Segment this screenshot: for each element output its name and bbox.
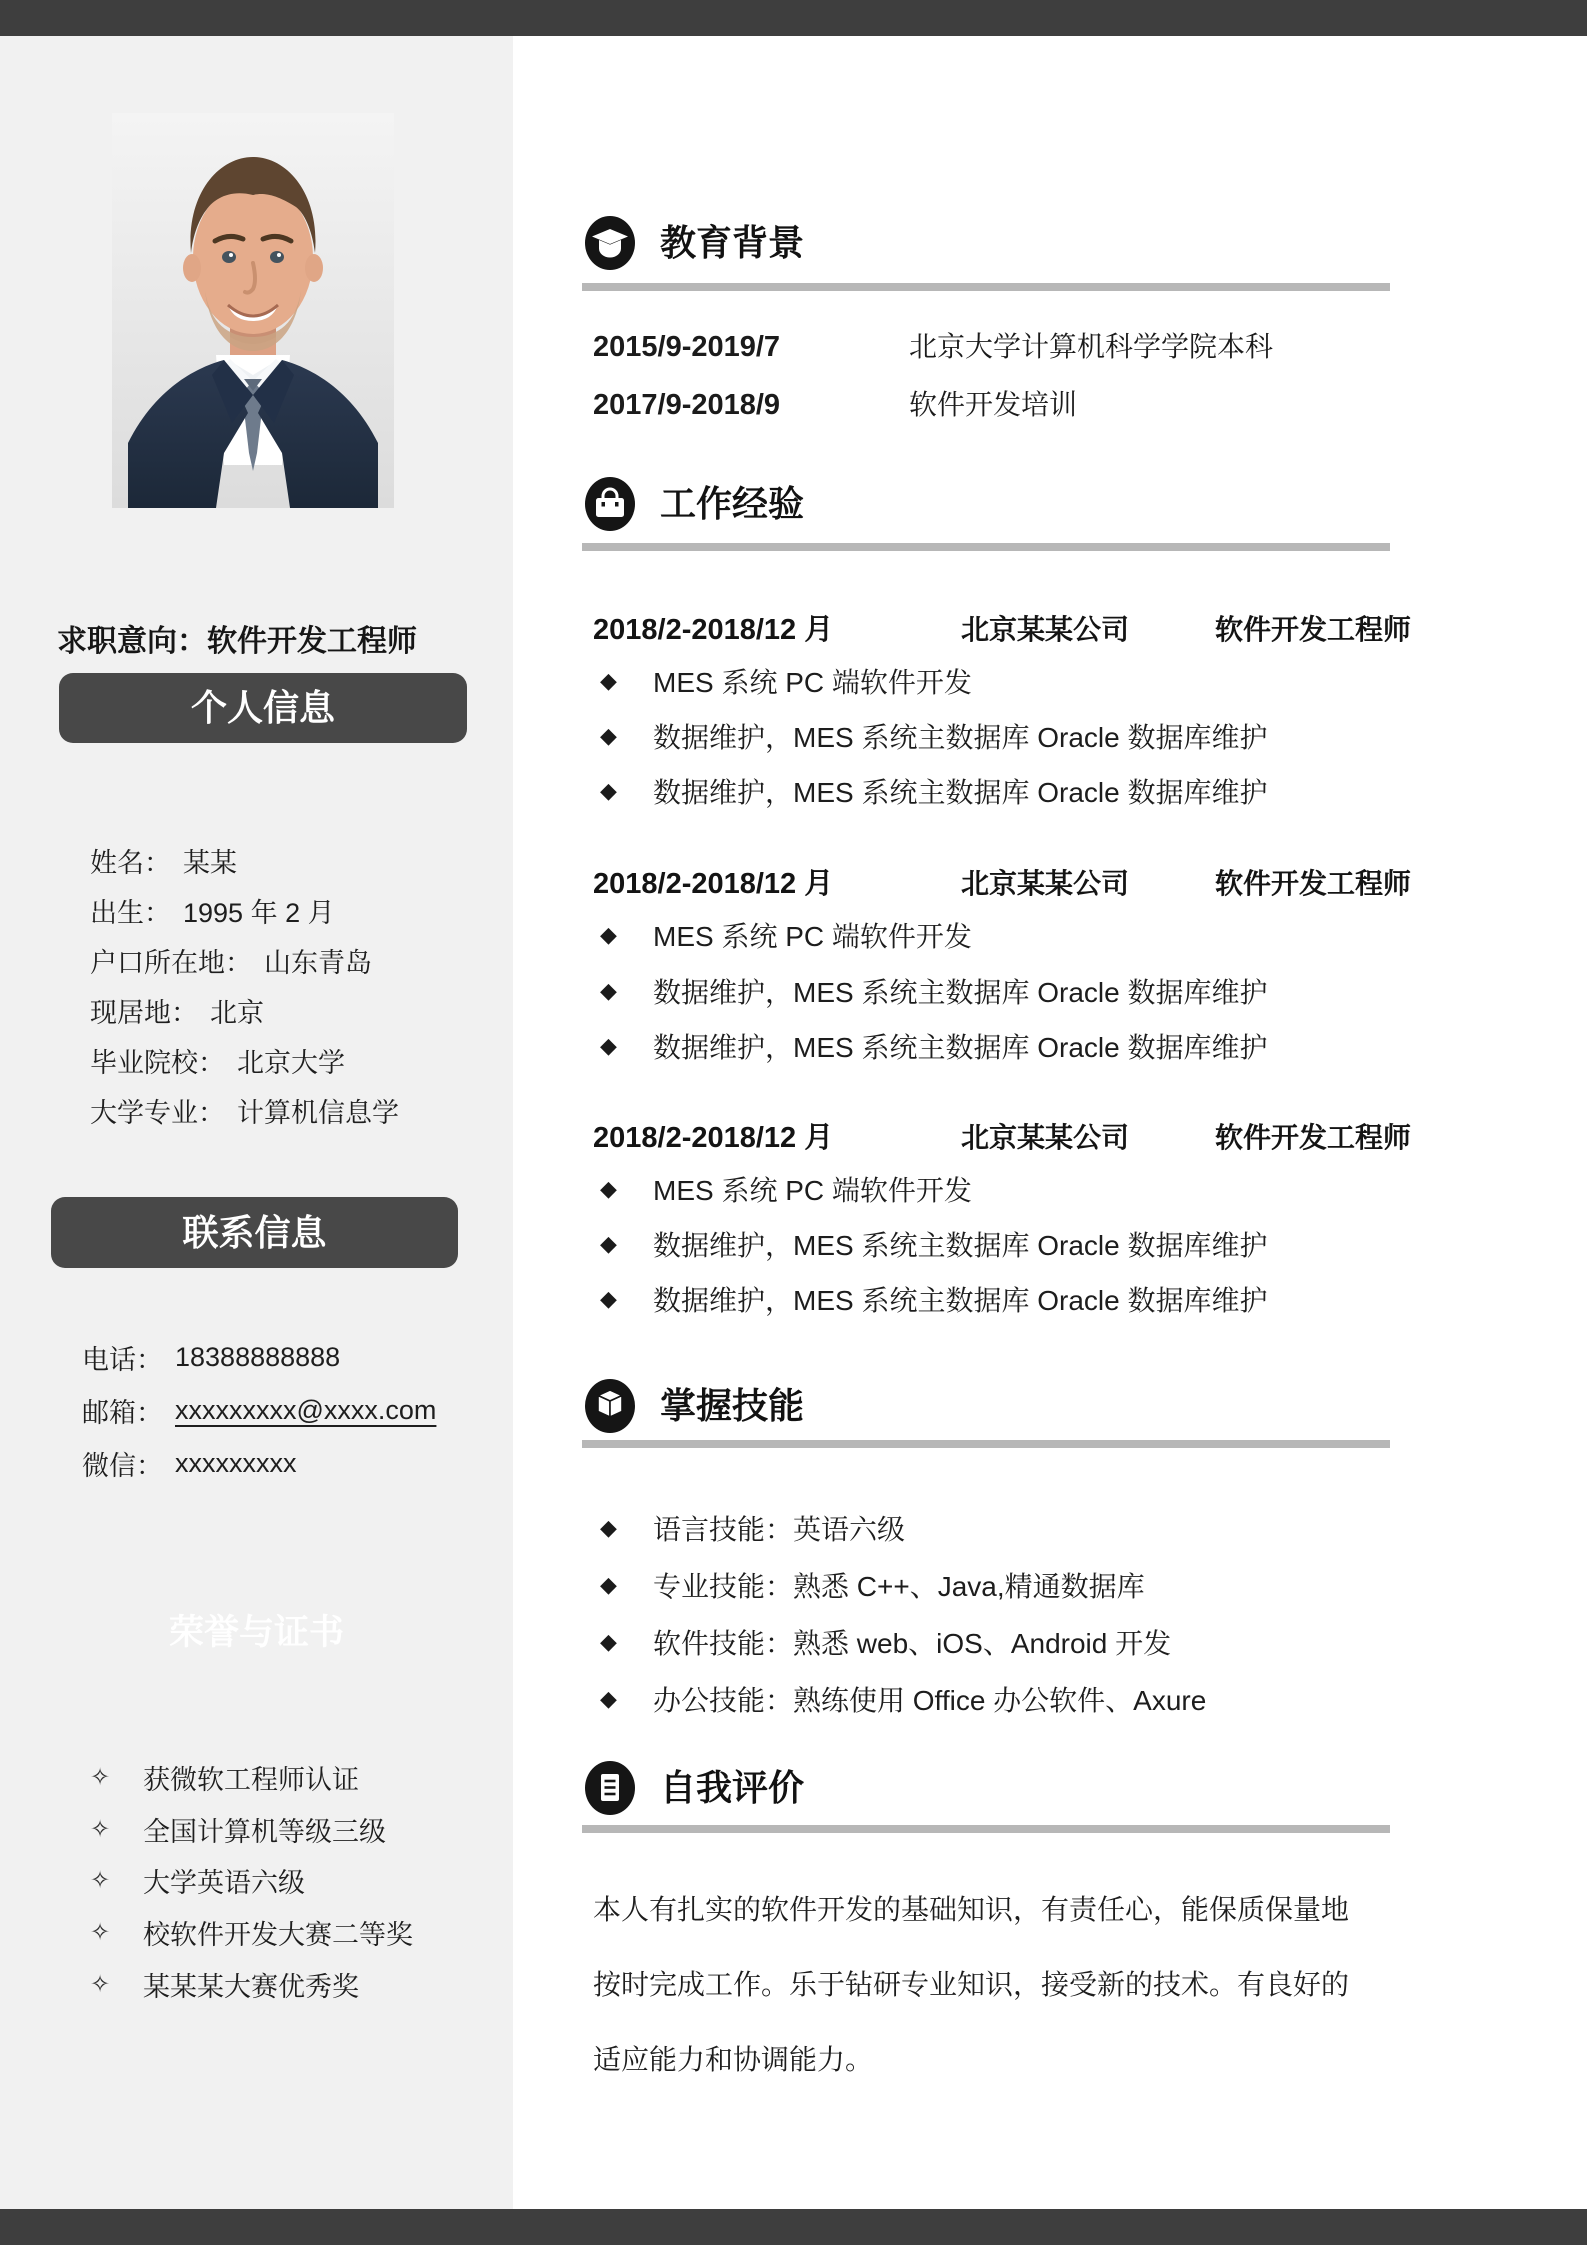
job-period: 2018/2-2018/12 月 [593,1122,834,1154]
skill-item [600,1507,905,1549]
sparkle-bullet-icon: ✧ [90,1918,111,1946]
personal-field-row [90,889,335,931]
briefcase-icon [585,477,635,531]
honor-text: 大学英语六级 [143,1867,305,1898]
field-label: 出生： [90,897,171,928]
contact-field-row [82,1442,297,1484]
document-icon [585,1761,635,1815]
skill-text: 专业技能：熟悉 C++、Java,精通数据库 [653,1571,1145,1602]
cube-icon [585,1379,635,1433]
honor-item [90,1963,359,2005]
evaluation-line: 本人有扎实的软件开发的基础知识，有责任心，能保质保量地 [593,1894,1350,1925]
honor-text: 获微软工程师认证 [143,1764,359,1795]
job-company: 北京某某公司 [961,614,1130,645]
graduation-cap-icon [585,216,635,270]
edu-period: 2015/9-2019/7 [593,331,781,363]
section-divider [582,1825,1390,1833]
job-bullet-text: 数据维护，MES 系统主数据库 Oracle 数据库维护 [653,977,1268,1008]
field-label: 邮箱： [82,1397,163,1428]
job-bullet-text: MES 系统 PC 端软件开发 [653,1175,972,1206]
personal-field-row [90,839,237,881]
field-label: 现居地： [90,997,198,1028]
section-title-experience: 工作经验 [660,483,805,524]
section-title-education: 教育背景 [660,222,805,263]
evaluation-line: 按时完成工作。乐于钻研专业知识，接受新的技术。有良好的 [593,1969,1350,2000]
field-label: 户口所在地： [90,947,252,978]
contact-field-row [82,1389,436,1431]
diamond-bullet-icon: ◆ [600,1686,617,1711]
diamond-bullet-icon: ◆ [600,1231,617,1256]
job-bullet-item [600,970,1267,1012]
job-bullet-item [600,1278,1267,1320]
skill-text: 语言技能：英语六级 [653,1514,906,1545]
field-value: 某某 [183,847,237,878]
honor-item [90,1808,386,1850]
job-bullet-item [600,1168,972,1210]
field-value: 北京大学 [237,1047,345,1078]
field-label: 姓名： [90,847,171,878]
honor-text: 某某某大赛优秀奖 [143,1971,359,2002]
diamond-bullet-icon: ◆ [600,922,617,947]
job-bullet-text: 数据维护，MES 系统主数据库 Oracle 数据库维护 [653,1230,1268,1261]
contact-field-row [82,1336,340,1378]
skill-text: 软件技能：熟悉 web、iOS、Android 开发 [653,1628,1172,1659]
job-bullet-text: 数据维护，MES 系统主数据库 Oracle 数据库维护 [653,722,1268,753]
diamond-bullet-icon: ◆ [600,1515,617,1540]
job-period: 2018/2-2018/12 月 [593,868,834,900]
job-role: 软件开发工程师 [1215,614,1412,645]
personal-info-header: 个人信息 [59,673,467,743]
section-divider [582,1440,1390,1448]
diamond-bullet-icon: ◆ [600,1286,617,1311]
job-bullet-text: 数据维护，MES 系统主数据库 Oracle 数据库维护 [653,1285,1268,1316]
honor-item [90,1911,413,1953]
phone-value: 18388888888 [175,1341,341,1372]
personal-field-row [90,1039,345,1081]
section-divider [582,543,1390,551]
job-bullet-item [600,914,972,956]
field-value: 山东青岛 [264,947,372,978]
diamond-bullet-icon: ◆ [600,778,617,803]
job-bullet-item [600,1025,1267,1067]
section-title-skills: 掌握技能 [660,1385,805,1426]
skill-item [600,1678,1206,1720]
top-bar [0,0,1587,36]
personal-field-row [90,939,372,981]
sparkle-bullet-icon: ✧ [90,1970,111,1998]
diamond-bullet-icon: ◆ [600,1033,617,1058]
skill-item [600,1564,1145,1606]
field-value: 1995 年 2 月 [183,897,335,928]
job-bullet-item [600,1223,1267,1265]
field-label: 微信： [82,1450,163,1481]
evaluation-line: 适应能力和协调能力。 [593,2044,874,2075]
job-company: 北京某某公司 [961,1122,1130,1153]
diamond-bullet-icon: ◆ [600,1629,617,1654]
field-label: 大学专业： [90,1097,225,1128]
field-label: 电话： [82,1344,163,1375]
field-value: 计算机信息学 [237,1097,399,1128]
job-role: 软件开发工程师 [1215,868,1412,899]
job-bullet-item [600,715,1267,757]
skill-text: 办公技能：熟练使用 Office 办公软件、Axure [653,1685,1207,1716]
field-label: 毕业院校： [90,1047,225,1078]
skill-item [600,1621,1171,1663]
job-bullet-item [600,770,1267,812]
honor-text: 校软件开发大赛二等奖 [143,1919,413,1950]
diamond-bullet-icon: ◆ [600,723,617,748]
profile-photo [112,113,394,508]
wechat-value: xxxxxxxxx [175,1447,297,1478]
job-role: 软件开发工程师 [1215,1122,1412,1153]
sparkle-bullet-icon: ✧ [90,1866,111,1894]
field-value: 北京 [210,997,264,1028]
personal-field-row [90,989,264,1031]
job-bullet-text: MES 系统 PC 端软件开发 [653,921,972,952]
edu-detail: 北京大学计算机科学学院本科 [909,331,1274,362]
diamond-bullet-icon: ◆ [600,978,617,1003]
diamond-bullet-icon: ◆ [600,1572,617,1597]
job-company: 北京某某公司 [961,868,1130,899]
self-evaluation-paragraph [593,1872,1403,2097]
job-bullet-text: MES 系统 PC 端软件开发 [653,667,972,698]
honor-text: 全国计算机等级三级 [143,1816,386,1847]
job-bullet-text: 数据维护，MES 系统主数据库 Oracle 数据库维护 [653,777,1268,808]
contact-info-header: 联系信息 [51,1197,458,1268]
honor-item [90,1859,305,1901]
honors-header: 荣誉与证书 [168,1613,344,1652]
section-divider [582,283,1390,291]
personal-field-row [90,1089,399,1131]
edu-period: 2017/9-2018/9 [593,389,781,421]
email-link[interactable]: xxxxxxxxx@xxxx.com [175,1394,437,1425]
job-bullet-item [600,660,972,702]
diamond-bullet-icon: ◆ [600,668,617,693]
edu-detail: 软件开发培训 [909,389,1078,420]
job-bullet-text: 数据维护，MES 系统主数据库 Oracle 数据库维护 [653,1032,1268,1063]
section-title-evaluation: 自我评价 [660,1767,805,1808]
honor-item [90,1756,359,1798]
job-intent: 求职意向：软件开发工程师 [57,625,417,658]
sparkle-bullet-icon: ✧ [90,1763,111,1791]
diamond-bullet-icon: ◆ [600,1176,617,1201]
job-period: 2018/2-2018/12 月 [593,614,834,646]
bottom-bar [0,2209,1587,2245]
sparkle-bullet-icon: ✧ [90,1815,111,1843]
